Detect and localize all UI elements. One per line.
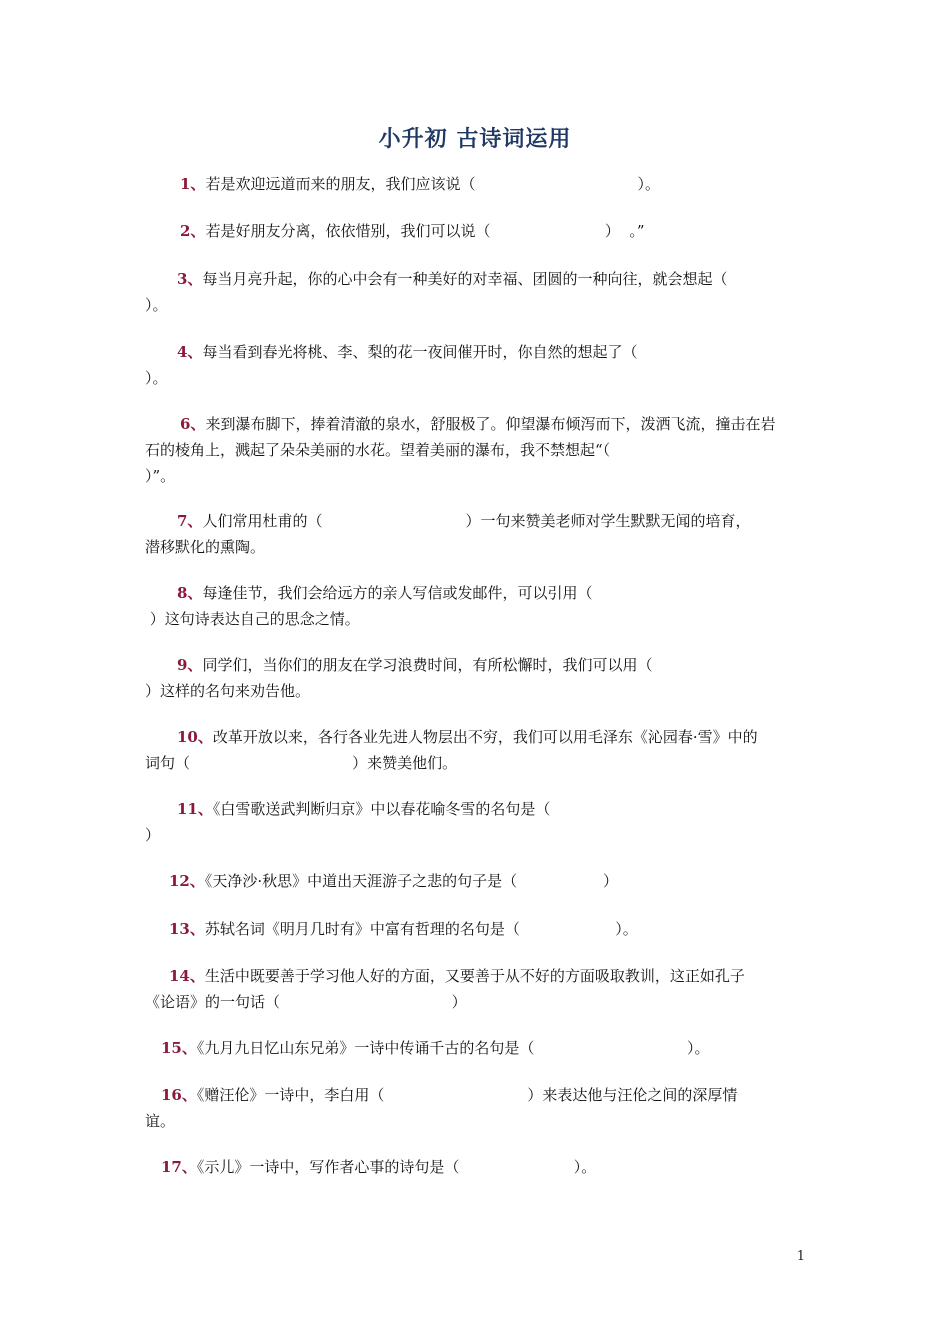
question-number: 12、 <box>169 872 205 890</box>
question-text: 《白雪歌送武判断归京》中以春花喻冬雪的名句是（ <box>212 800 551 818</box>
question-line <box>145 411 813 437</box>
question-line <box>145 1082 813 1108</box>
question-line <box>145 508 813 534</box>
question-item <box>145 580 813 632</box>
question-line <box>145 1035 813 1061</box>
question-text: 每逢佳节，我们会给远方的亲人写信或发邮件，可以引用（ <box>202 584 593 602</box>
question-number: 11、 <box>177 800 213 818</box>
question-number: 2、 <box>180 222 206 240</box>
question-line <box>145 652 813 678</box>
question-number: 17、 <box>161 1158 197 1176</box>
page-title: 小升初 古诗词运用 <box>378 127 572 152</box>
question-number: 9、 <box>177 656 203 674</box>
question-continuation: ）这句诗表达自己的思念之情。 <box>145 610 360 628</box>
question-line <box>145 1154 813 1180</box>
question-number: 6、 <box>180 415 206 433</box>
question-text: 生活中既要善于学习他人好的方面，又要善于从不好的方面吸取教训，这正如孔子 <box>204 967 745 985</box>
question-number: 15、 <box>161 1039 197 1057</box>
question-number: 14、 <box>169 967 205 985</box>
question-continuation: 《论语》的一句话（ ） <box>145 993 467 1011</box>
question-line <box>145 218 813 244</box>
question-continuation: ）。 <box>145 296 168 314</box>
question-text: 《赠汪伦》一诗中，李白用（ ）来表达他与汪伦之间的深厚情 <box>196 1086 738 1104</box>
question-number: 8、 <box>177 584 203 602</box>
question-continuation: ）这样的名句来劝告他。 <box>145 682 311 700</box>
question-line <box>145 868 813 894</box>
question-text: 苏轼名词《明月几时有》中富有哲理的名句是（ ）。 <box>204 920 638 938</box>
question-item <box>145 339 813 391</box>
question-line <box>145 339 813 365</box>
question-text: 若是欢迎远道而来的朋友，我们应该说（ ）。 <box>205 175 661 193</box>
question-line <box>145 266 813 292</box>
question-text: 每当月亮升起，你的心中会有一种美好的对幸福、团圆的一种向往，就会想起（ <box>202 270 728 288</box>
question-item <box>145 1082 813 1134</box>
question-item <box>145 218 813 244</box>
question-item <box>145 1154 813 1180</box>
question-line <box>145 580 813 606</box>
question-text: 同学们，当你们的朋友在学习浪费时间，有所松懈时，我们可以用（ <box>202 656 653 674</box>
question-line <box>145 724 813 750</box>
question-text: 《示儿》一诗中，写作者心事的诗句是（ ）。 <box>196 1158 597 1176</box>
question-continuation: 石的棱角上，溅起了朵朵美丽的水花。望着美丽的瀑布，我不禁想起“（ <box>145 441 611 459</box>
question-continuation: 潜移默化的熏陶。 <box>145 538 266 556</box>
question-item <box>145 724 813 776</box>
question-continuation: ）”。 <box>145 467 176 485</box>
question-continuation: 谊。 <box>145 1112 176 1130</box>
question-line <box>145 171 813 197</box>
question-text: 《天净沙·秋思》中道出天涯游子之悲的句子是（ ） <box>204 872 618 890</box>
question-number: 10、 <box>177 728 213 746</box>
question-item <box>145 266 813 318</box>
question-item <box>145 868 813 894</box>
question-line <box>145 963 813 989</box>
question-text: 《九月九日忆山东兄弟》一诗中传诵千古的名句是（ ）。 <box>196 1039 710 1057</box>
question-number: 16、 <box>161 1086 197 1104</box>
question-text: 人们常用杜甫的（ ）一句来赞美老师对学生默默无闻的培育， <box>202 512 751 530</box>
question-number: 7、 <box>177 512 203 530</box>
question-continuation: ） <box>145 826 161 844</box>
question-item <box>145 796 813 848</box>
question-text: 若是好朋友分离，依依惜别，我们可以说（ ） 。” <box>205 222 645 240</box>
question-number: 4、 <box>177 343 203 361</box>
question-continuation: 词句（ ）来赞美他们。 <box>145 754 458 772</box>
question-item <box>145 508 813 560</box>
question-item <box>145 1035 813 1061</box>
question-line <box>145 916 813 942</box>
page-number: 1 <box>796 1249 805 1264</box>
question-number: 13、 <box>169 920 205 938</box>
question-text: 每当看到春光将桃、李、梨的花一夜间催开时，你自然的想起了（ <box>202 343 638 361</box>
question-text: 改革开放以来，各行各业先进人物层出不穷，我们可以用毛泽东《沁园春·雪》中的 <box>212 728 758 746</box>
question-number: 1、 <box>180 175 206 193</box>
question-continuation: ）。 <box>145 369 168 387</box>
question-line <box>145 796 813 822</box>
question-number: 3、 <box>177 270 203 288</box>
question-item <box>145 916 813 942</box>
question-text: 来到瀑布脚下，捧着清澈的泉水，舒服极了。仰望瀑布倾泻而下，泼洒飞流，撞击在岩 <box>205 415 776 433</box>
question-item <box>145 652 813 704</box>
question-item <box>145 171 813 197</box>
question-item <box>145 411 813 489</box>
question-item <box>145 963 813 1015</box>
